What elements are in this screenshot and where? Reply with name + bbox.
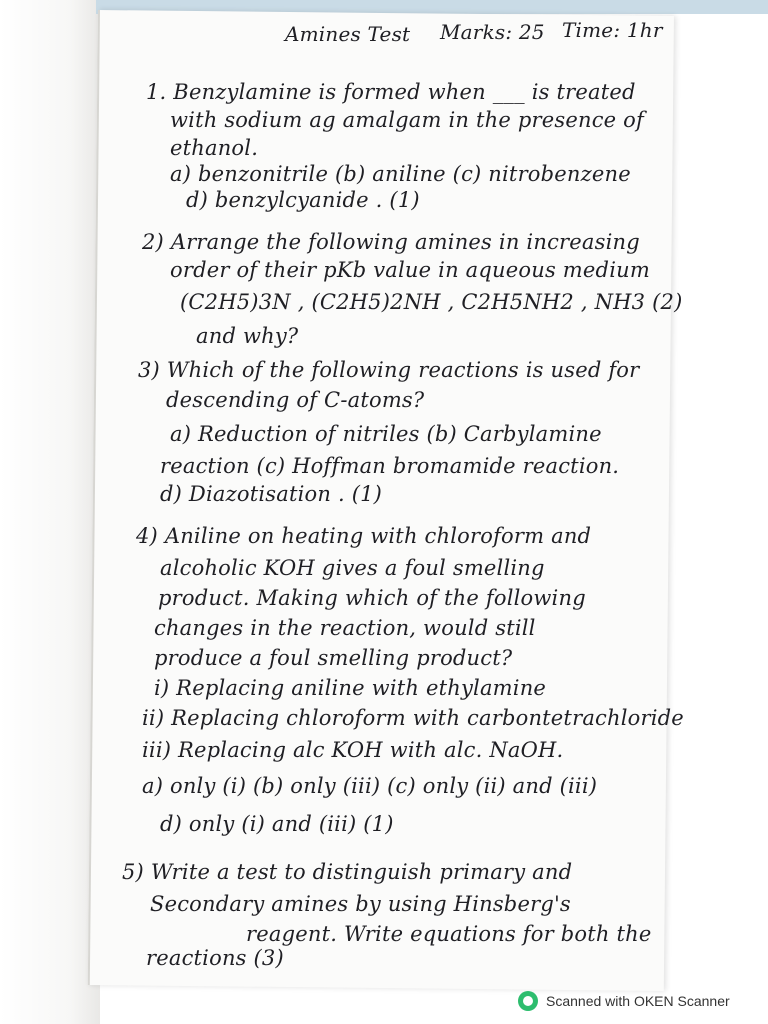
question-2-line-4: and why? bbox=[196, 324, 299, 348]
question-4-line-3: product. Making which of the following bbox=[158, 586, 586, 610]
oken-scanner-logo-icon bbox=[518, 991, 538, 1011]
test-time: Time: 1hr bbox=[562, 18, 663, 42]
scanner-watermark bbox=[518, 990, 730, 1012]
question-4-statement-iii: iii) Replacing alc KOH with alc. NaOH. bbox=[142, 738, 564, 762]
question-4-statement-i: i) Replacing aniline with ethylamine bbox=[154, 676, 547, 700]
test-title: Amines Test bbox=[285, 22, 411, 46]
background-edge bbox=[0, 0, 100, 1024]
question-4-line-2: alcoholic KOH gives a foul smelling bbox=[160, 556, 545, 580]
question-1-line-3: ethanol. bbox=[170, 136, 259, 160]
question-3-line-2: descending of C-atoms? bbox=[166, 388, 425, 412]
question-1-options-a-c: a) benzonitrile (b) aniline (c) nitrobenzene bbox=[170, 162, 631, 186]
question-1-line-1: 1. Benzylamine is formed when ___ is treated bbox=[146, 80, 636, 104]
question-2-line-2: order of their pKb value in aqueous medium bbox=[170, 258, 650, 282]
question-3-option-d: d) Diazotisation . (1) bbox=[160, 482, 383, 506]
scanner-watermark-text: Scanned with OKEN Scanner bbox=[546, 993, 730, 1009]
question-2-line-1: 2) Arrange the following amines in increasing bbox=[142, 230, 640, 254]
question-5-line-1: 5) Write a test to distinguish primary and bbox=[122, 860, 573, 884]
question-3-line-1: 3) Which of the following reactions is used for bbox=[138, 358, 640, 382]
question-1-option-d: d) benzylcyanide . (1) bbox=[186, 188, 420, 212]
question-3-options-a-b: a) Reduction of nitriles (b) Carbylamine bbox=[170, 422, 602, 446]
question-4-line-5: produce a foul smelling product? bbox=[154, 646, 513, 670]
question-1-line-2: with sodium ag amalgam in the presence of bbox=[170, 108, 644, 132]
question-4-line-4: changes in the reaction, would still bbox=[154, 616, 536, 640]
question-4-options-a-c: a) only (i) (b) only (iii) (c) only (ii) and (iii) bbox=[142, 774, 598, 798]
question-4-line-1: 4) Aniline on heating with chloroform and bbox=[136, 524, 592, 548]
question-4-option-d: d) only (i) and (iii) (1) bbox=[160, 812, 394, 836]
question-5-line-4: reactions (3) bbox=[146, 946, 284, 970]
question-4-statement-ii: ii) Replacing chloroform with carbontetrachloride bbox=[142, 706, 684, 730]
question-3-option-c: reaction (c) Hoffman bromamide reaction. bbox=[160, 454, 620, 478]
question-5-line-3: reagent. Write equations for both the bbox=[246, 922, 652, 946]
test-marks: Marks: 25 bbox=[440, 20, 545, 44]
question-5-line-2: Secondary amines by using Hinsberg's bbox=[150, 892, 571, 916]
question-2-formulas: (C2H5)3N , (C2H5)2NH , C2H5NH2 , NH3 (2) bbox=[180, 290, 683, 314]
